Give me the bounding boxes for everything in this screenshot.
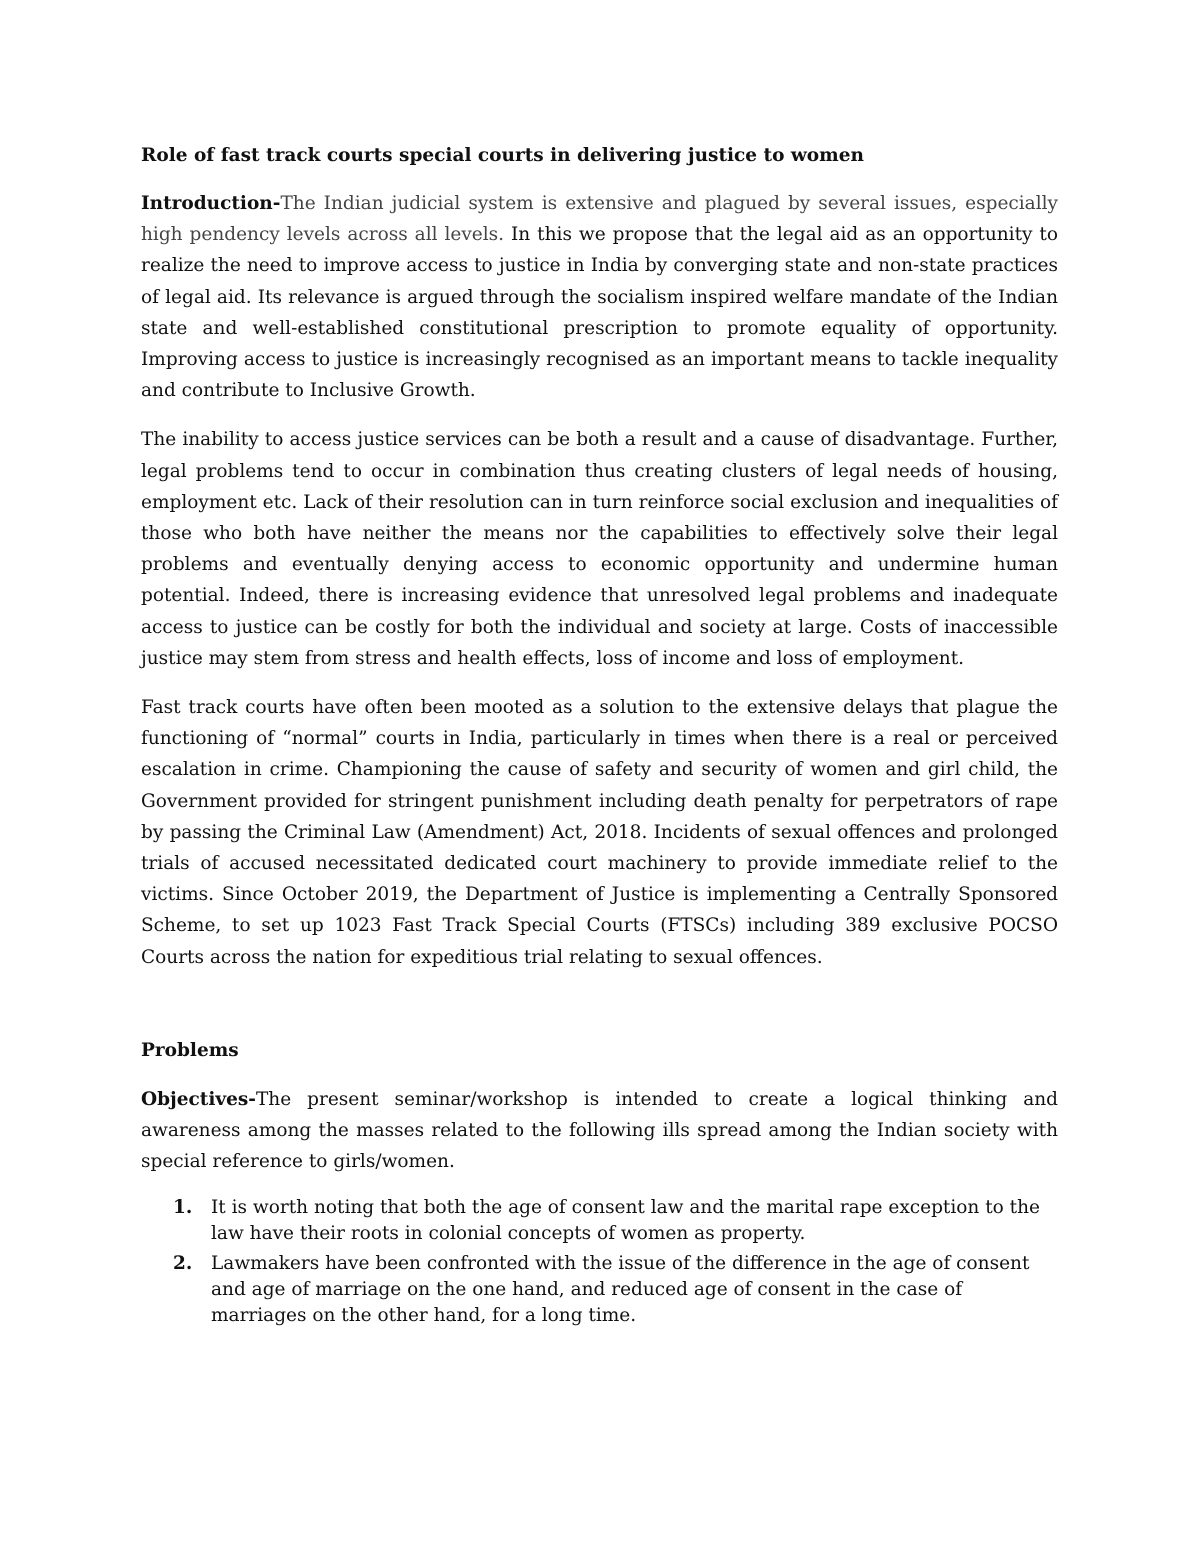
list-item-text: Lawmakers have been confronted with the issue of the difference in the age of consent and age of marriage on the one hand, and reduced age of consent in the case of marriages on the other hand, for a long time.	[211, 1253, 1030, 1327]
list-item	[141, 1195, 1058, 1247]
document-title: Role of fast track courts special courts in delivering justice to women	[141, 145, 864, 166]
access-justice-paragraph: The inability to access justice services can be both a result and a cause of disadvantage. Further, legal problems tend to occur in combination thus creating clusters of legal needs of housing, employment etc. Lack of their resolution can in turn reinforce social exclusion and inequalities of those who both have neither the means nor the capabilities to effectively solve their legal problems and eventually denying access to economic opportunity and undermine human potential. Indeed, there is increasing evidence that unresolved legal problems and inadequate access to justice can be costly for both the individual and society at large. Costs of inaccessible justice may stem from stress and health effects, loss of income and loss of employment.	[141, 429, 1058, 669]
list-item-number: 2.	[173, 1253, 193, 1275]
intro-text: In this we propose that the legal aid as an opportunity to realize the need to improve access to justice in India by converging state and non-state practices of legal aid. Its relevance is argued through the socialism inspired welfare mandate of the Indian state and well-established constitutional prescription to promote equality of opportunity. Improving access to justice is increasingly recognised as an important means to tackle inequality and contribute to Inclusive Growth.	[141, 224, 1058, 402]
objectives-text: The present seminar/workshop is intended to create a logical thinking and awareness among the masses related to the following ills spread among the Indian society with special reference to girls/women.	[141, 1088, 1058, 1173]
problems-heading: Problems	[141, 1039, 239, 1061]
document-page	[141, 140, 1058, 1333]
list-item-text: It is worth noting that both the age of consent law and the marital rape exception to the law have their roots in colonial concepts of women as property.	[211, 1197, 1040, 1245]
list-item	[141, 1251, 1058, 1329]
intro-text-highlighted: The Indian judicial system is extensive and plagued by several issues, especially high pendency levels across all levels.	[141, 193, 1058, 246]
objectives-paragraph	[141, 1084, 1058, 1178]
problems-list	[141, 1195, 1058, 1329]
fast-track-courts-paragraph: Fast track courts have often been mooted as a solution to the extensive delays that plague the functioning of “normal” courts in India, particularly in times when there is a real or perceived escalation in crime. Championing the cause of safety and security of women and girl child, the Government provided for stringent punishment including death penalty for perpetrators of rape by passing the Criminal Law (Amendment) Act, 2018. Incidents of sexual offences and prolonged trials of accused necessitated dedicated court machinery to provide immediate relief to the victims. Since October 2019, the Department of Justice is implementing a Centrally Sponsored Scheme, to set up 1023 Fast Track Special Courts (FTSCs) including 389 exclusive POCSO Courts across the nation for expeditious trial relating to sexual offences.	[141, 697, 1058, 968]
list-item-number: 1.	[173, 1197, 193, 1219]
intro-label: Introduction-	[141, 193, 281, 214]
intro-paragraph	[141, 188, 1058, 406]
objectives-label: Objectives-	[141, 1088, 256, 1110]
